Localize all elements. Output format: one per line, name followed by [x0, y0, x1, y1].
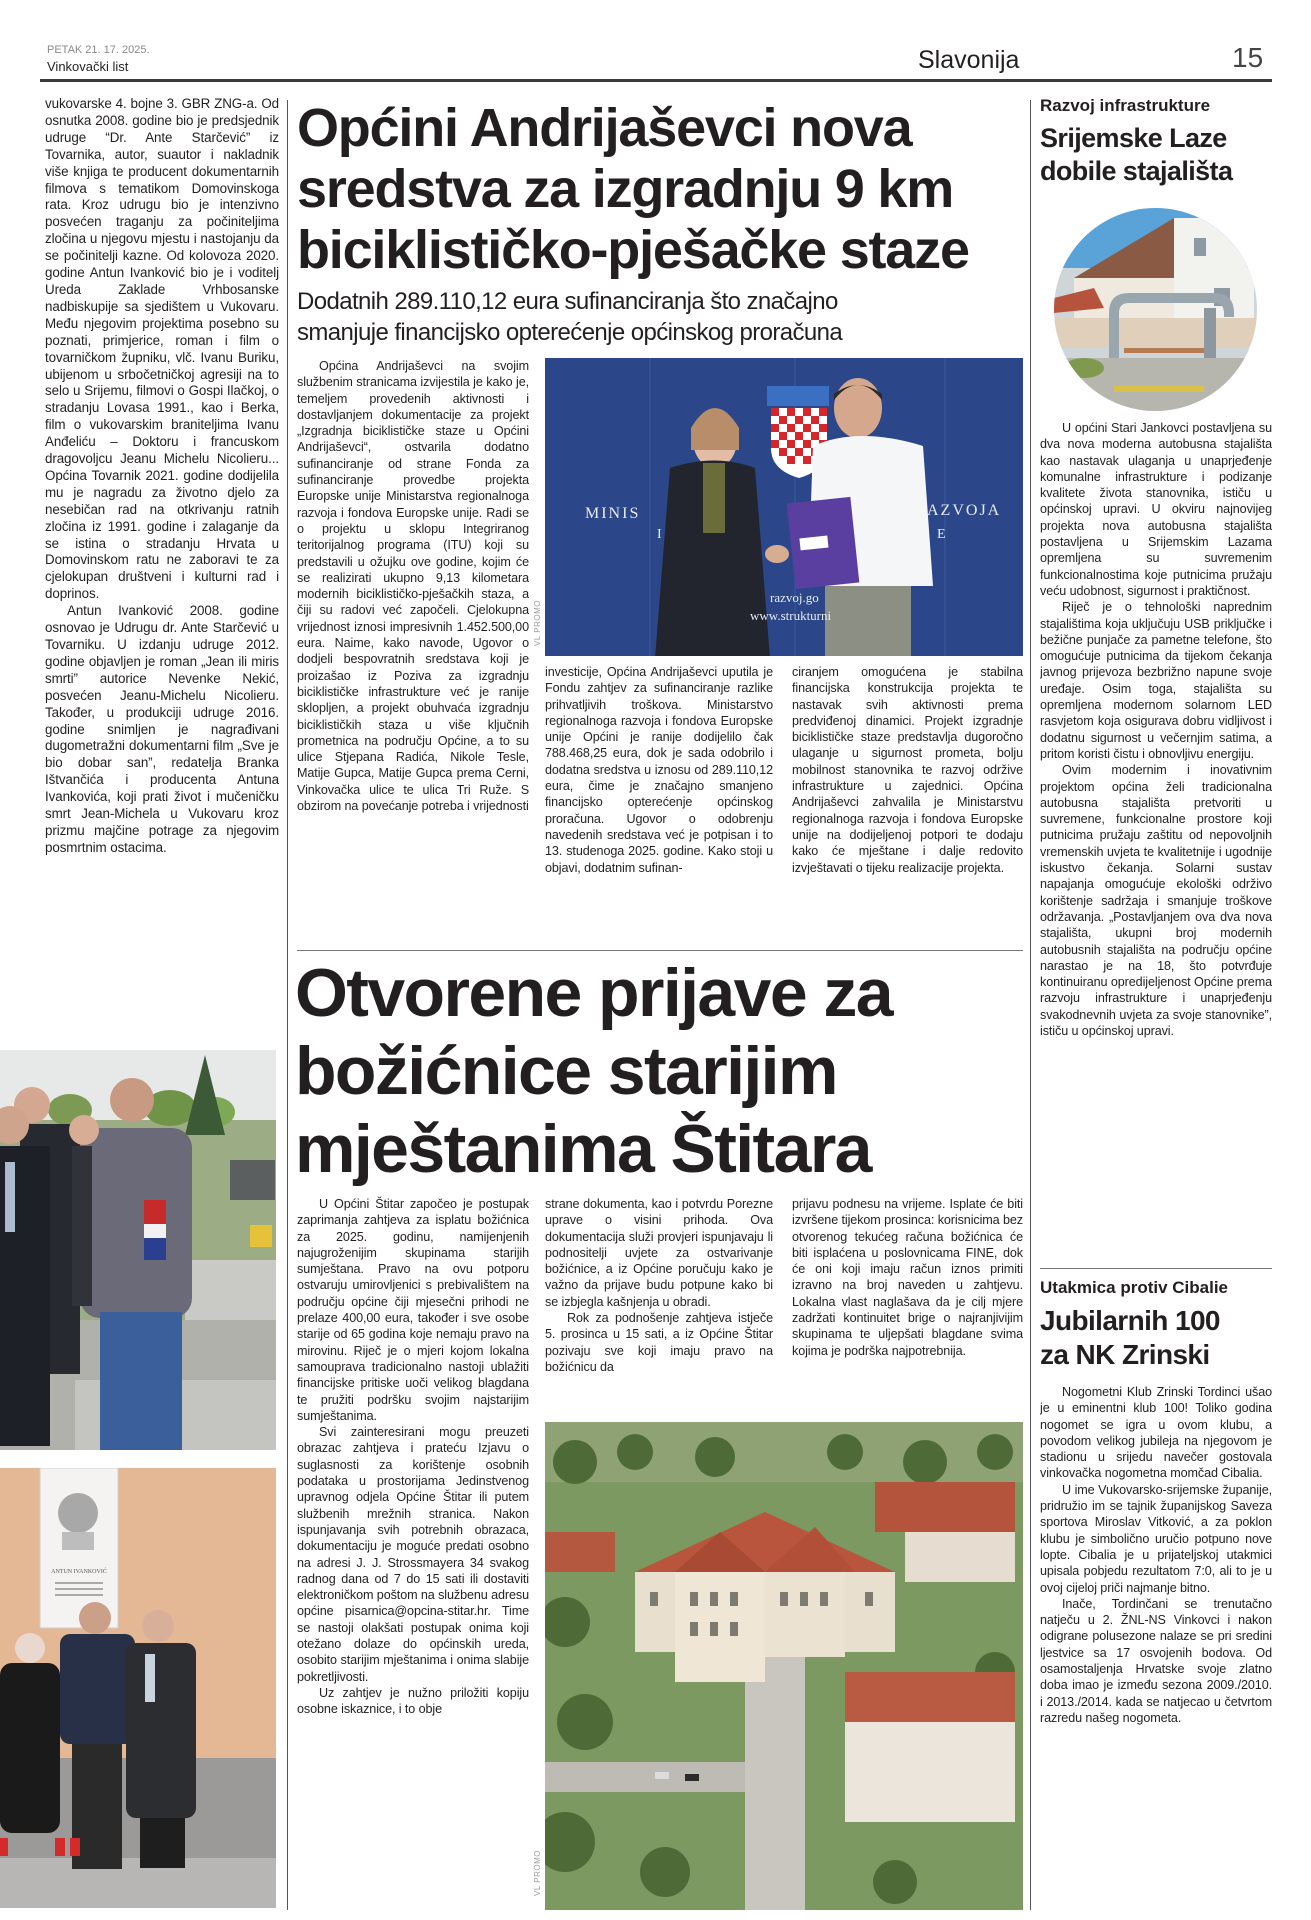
article1-photo-credit: VL PROMO	[533, 600, 542, 646]
paper-name: Vinkovački list	[47, 59, 129, 74]
article1-deck-line: Dodatnih 289.110,12 eura sufinanciranja što značajno	[297, 288, 838, 315]
article1-column-2	[545, 664, 773, 946]
sidebar1-body	[1040, 420, 1272, 1262]
article2-column-2	[545, 1196, 773, 1414]
sidebar1-title-line: Srijemske Laze	[1040, 123, 1227, 153]
sidebar1-paragraph: Riječ je o tehnološki naprednim stajalištima koja uključuju USB priključke i bežične punjače za pametne telefone, što omogućuje putnicima da tijekom čekanja javnog prijevoza bezbrižno napune svoje uređaje. Osim toga, stajališta su opremljena modernom solarnom LED rasvjetom koja osigurava dobru vidljivost i dodatnu sigurnost u večernjim satima, a pritom koristi čistu i obnovljivu energiju.	[1040, 600, 1272, 761]
article1-headline	[297, 98, 1025, 281]
article2-paragraph: prijavu podnesu na vrijeme. Isplate će biti izvršene tijekom prosinca: korisnicima bez otvorenog tekućeg računa božićnica će biti isplaćena u poslovnicama FINE, dok će oni koji imaju račun iznos primiti izravno na broj naveden u zahtjevu. Lokalna vlast naglašava da je cilj mjere zadržati kontinuitet brige o najranjivijim skupinama te uljepšati blagdane svima kojima je podrška najpotrebnija.	[792, 1197, 1023, 1358]
article2-aerial-photo	[545, 1422, 1023, 1910]
article1-deck	[297, 286, 1025, 348]
sidebar1-title	[1040, 122, 1305, 188]
sidebar-separator	[1040, 1268, 1272, 1269]
plaque-scene	[0, 1468, 276, 1908]
article1-paragraph: ciranjem omogućena je stabilna financijska konstrukcija projekta te nastavak svih aktivnosti prema predviđenoj dinamici. Projekt izgradnje biciklističke staze predstavlja dugoročno ulaganje u sigurnost prometa, bolju mobilnost stanovnika te razvoj održive infrastrukture u zajednici. Općina Andrijaševci zahvalila je Ministarstvu regionalnoga razvoja i fondova Europske unije na dodijeljenoj potpori te dodaju kako će mještane i dalje redovito izvještavati o tijeku realizacije projekta.	[792, 665, 1023, 875]
article1-deck-line: smanjuje financijsko opterećenje općinskog proračuna	[297, 319, 843, 346]
sidebar2-paragraph: U ime Vukovarsko-srijemske županije, pridružio im se tajnik županijskog Saveza sportova Miroslav Vitković, a za poklon klubu je simbolično uručio potpuno nove lopte. Cibalia je u prijateljskoj utakmici upisala pobjedu rezultatom 7:0, ali to je u ovoj cijeloj priči najmanje bitno.	[1040, 1482, 1272, 1595]
article2-headline-line: božićnice starijim	[295, 1033, 837, 1109]
sidebar1-title-line: dobile stajališta	[1040, 156, 1233, 186]
article2-headline	[295, 954, 1025, 1188]
sidebar1-paragraph: Ovim modernim i inovativnim projektom općina želi tradicionalna autobusna stajališta pretvoriti u suvremene, funkcionalne prostore koji putnicima pružaju zaštitu od nepovoljnih vremenskih uvjeta te kvalitetnije i ugodnije iskustvo čekanja. Solarni sustav napajanja omogućuje ekološki održivo korištenje sadržaja i smanjuje troškove održavanja. „Postavljanjem ova dva nova stajališta, ukupni broj modernih autobusnih stajališta na području općine narastao je na 18, što potvrđuje kontinuiranu opredijeljenost Općine prema razvoju infrastrukture i unaprjeđenju svakodnevnih uvjeta za svoje stanovnike”, ističu u općinskoj upravi.	[1040, 763, 1272, 1038]
header-rule	[40, 79, 1272, 82]
article-separator	[297, 950, 1023, 951]
issue-date: PETAK 21. 17. 2025.	[47, 44, 150, 56]
article1-paragraph: investicije, Općina Andrijaševci uputila je Fondu zahtjev za sufinanciranje razlike prihvatljivih troškova. Ministarstvo regionalnoga razvoja i fondova Europske unije Općini je ranije dodijelilo čak 788.468,25 eura, dok je sada odobrilo i dodatna sredstva u iznosu od 289.110,12 eura, čime je značajno smanjeno financijsko opterećenje općinskog proračuna. Ugovor o odobrenju navedenih sredstava već je potpisan i to 13. studenoga 2025. godine. Kako stoji u objavi, dodatnim sufinan-	[545, 665, 773, 875]
ministry-text-left: MINIS	[585, 505, 641, 522]
ministry-text-right: AZVOJA	[927, 502, 1002, 519]
article1-paragraph: Općina Andrijaševci na svojim službenim stranicama izvijestila je kako je, temeljem provedenih aktivnosti i dostavljanjem dokumentacije za projekt „Izgradnja biciklističke staze u Općini Andrijaševci“, ostvarila dodatno sufinanciranje od strane Fonda za sufinanciranje provedbe projekta Europske unije Ministarstva regionalnoga razvoja i fondova Europske unije. Radi se o projektu u sklopu Integriranog teritorijalnog programa (ITU) koji su predstavili u ožujku ove godine, kojim će se realizirati ukupno 9,13 kilometara modernih biciklističko-pješačkih staza, a čiji su radovi već započeli. Cjelokupna vrijednost iznosi impresivnih 1.452.500,00 eura. Naime, kako navode, Ugovor o dodjeli bespovratnih sredstava koji je proizašao iz Poziva za izgradnju biciklističke infrastrukture već je ranije sklopljen, a projekt obuhvaća izgradnju biciklističkih staza u više ključnih prometnica na području Općine, a to su ulice Stjepana Radića, Nikole Tesle, Matije Gupca, Matije Gupca prema Cerni, Vinkovačka ulice te ulica Tri Ruže. S obzirom na povećanje potreba i vrijednosti	[297, 359, 529, 814]
page-number: 15	[1232, 42, 1264, 73]
sidebar2-title	[1040, 1304, 1305, 1372]
article2-photo-credit: VL PROMO	[533, 1850, 542, 1896]
plaque-name: ANTUN IVANKOVIĆ	[51, 1569, 107, 1575]
article1-photo	[545, 358, 1023, 656]
column-divider-right	[1030, 100, 1031, 1910]
article1-column-3	[792, 664, 1023, 946]
left-column-text	[45, 96, 279, 1042]
cemetery-photo	[0, 1050, 276, 1450]
bus-stop-scene	[1054, 208, 1257, 411]
article2-paragraph: Uz zahtjev je nužno priložiti kopiju osobne iskaznice, i to obje	[297, 1685, 529, 1717]
bus-stop-photo	[1054, 208, 1257, 411]
article2-paragraph: Svi zainteresirani mogu preuzeti obrazac zahtjeva i prateću Izjavu o suglasnosti za korištenje osobnih podataka u prostorijama Jedinstvenog upravnog odjela Općine Štitar ili putem službenih mrežnih stranica. Nakon ispunjavanja svih potrebnih obrazaca, dokumentaciju je moguće predati osobno na adresi J. J. Strossmayera 34 svakog radnog dana od 7 do 15 sati ili dostaviti elektroničkom poštom na službenu adresu općine pisarnica@opcina-stitar.hr. Time se nastoji olakšati postupak onima koji otežano dolaze do općinskih ureda, osobito starijim mještanima i onima slabije pokretljivosti.	[297, 1425, 529, 1684]
sidebar1-paragraph: U općini Stari Jankovci postavljena su dva nova moderna autobusna stajališta kao nastavak ulaganja u unaprjeđenje komunalne infrastrukture i podizanje kvalitete života stanovnika, ističu u općinskoj upravi. U okviru najnovijeg projekta nova autobusna stajališta postavljena u Srijemskim Lazama opremljena su suvremenim funkcionalnostima koje putnicima pružaju veću udobnost, sigurnost i praktičnost.	[1040, 421, 1272, 598]
ministry-scene	[545, 358, 1023, 656]
article1-headline-line: sredstva za izgradnju 9 km	[297, 159, 954, 219]
sidebar2-paragraph: Nogometni Klub Zrinski Tordinci ušao je u eminentni klub 100! Toliko godina nogomet se igra u ovom klubu, a povodom velikog jubileja na njegovom je stadionu u srijedu navečer gostovala vinkovačka nogometna momčad Cibalia.	[1040, 1385, 1272, 1481]
plaque-photo	[0, 1468, 276, 1908]
article1-headline-line: biciklističko-pješačke staze	[297, 220, 969, 280]
left-paragraph: vukovarske 4. bojne 3. GBR ZNG-a. Od osnutka 2008. godine bio je predsjednik udruge “Dr. Ante Starčević” iz Tovarnika, autor, suautor i nakladnik više knjiga te producent dokumentarnih filmova s tematikom Domovinskoga rata. Kroz udrugu bio je intenzivno posvećen traganju za počiniteljima zločina u njegovu mjestu i nastojanju da se počinitelji kazne. Od kolovoza 2020. godine Antun Ivanković bio je i voditelj Ureda Zaklade Vrhbosanske nadbiskupije sa sjedištem u Vukovaru. Među njegovim projektima posebno su poznati, primjerice, roman i film o tovarničkom župniku, vlč. Ivanu Buriku, ubijenom u srbočetničkoj agresiji na to selo u Srijemu, filmovi o Gospi Ilačkoj, o stradanju Lovasa 1991., kao i Berka, film o vukovarskim braniteljima Ivanu Anđeliću – Doktoru i francuskom dragovoljcu Jeanu Michelu Nicolieru... Općina Tovarnik 2021. godine dodijelila mu je nagradu za životno djelo za nesebičan rad na otkrivanju ratnih zločina iz 1991. godine i zalaganje da se istina o stradanju Hrvata u Domovinskom ratu ne zaboravi te za cjelokupan društveni i kulturni rad i doprinos.	[45, 96, 279, 602]
article2-paragraph: U Općini Štitar započeo je postupak zaprimanja zahtjeva za isplatu božićnica za 2025. godinu, namijenjenih najugroženijim skupinama starijih sumještana. Pravo na ovu potporu ostvaruju umirovljenici s prebivalištem na području općine čiji mjesečni prihodi ne prelaze 400,00 eura, također i sve osobe starije od 65 godina koje nemaju pravo na mirovinu. Riječ je o mjeri kojom lokalna samouprava tradicionalno nastoji ublažiti financijske pritiske uoči velikog blagdana te pružiti podršku svojim najstarijim sumještanima.	[297, 1197, 529, 1423]
sidebar2-kicker: Utakmica protiv Cibalie	[1040, 1278, 1229, 1297]
sidebar1-kicker: Razvoj infrastrukture	[1040, 96, 1211, 115]
section-title: Slavonija	[918, 46, 1020, 74]
sidebar2-paragraph: Inače, Tordinčani se trenutačno natječu u 2. ŽNL-NS Vinkovci i nakon odigrane polusezone nalaze se pri sredini ljestvice sa 17 osvojenih bodova. Od osamostaljenja Hrvatske svoje zlatno doba imao je između sezona 2009./2010. i 2013./2014. kada se natjecao u četvrtom razredu našeg nogometa.	[1040, 1596, 1272, 1725]
sidebar2-title-line: za NK Zrinski	[1040, 1339, 1210, 1370]
sidebar2-body	[1040, 1384, 1272, 1910]
article2-column-1	[297, 1196, 529, 1910]
ministry-url-2: www.strukturni	[750, 608, 832, 623]
sidebar2-title-line: Jubilarnih 100	[1040, 1305, 1220, 1336]
article1-column-1	[297, 358, 529, 946]
ministry-url-1: razvoj.go	[770, 590, 819, 605]
left-paragraph: Antun Ivanković 2008. godine osnovao je Udrugu dr. Ante Starčević u Tovarniku. U izdanju udruge 2012. godine objavljen je roman „Jean ili miris smrti” autorice Nevenke Nekić, posvećen Jeanu-Michelu Nicolieru. Također, u produkciji udruge 2016. godine snimljen je nagrađivani dugometražni dokumentarni film „Sve je bio dobar san”, redatelja Branka Ištvančića i producenta Antuna Ivankovića, koji prati život i mučeničku smrt Jean-Michela u Vukovaru kroz prizmu majčine potrage za njegovim posmrtnim ostacima.	[45, 603, 279, 855]
cemetery-scene	[0, 1050, 276, 1450]
article2-headline-line: Otvorene prijave za	[295, 955, 892, 1031]
ministry-text-line2-left: I	[657, 527, 662, 542]
article1-headline-line: Općini Andrijaševci nova	[297, 98, 912, 158]
article2-headline-line: mještanima Štitara	[295, 1111, 871, 1187]
article2-column-3	[792, 1196, 1023, 1414]
column-divider-left	[287, 100, 288, 1910]
article2-paragraph: strane dokumenta, kao i potvrdu Porezne uprave o visini prihoda. Ova dokumentacija služi provjeri ispunjavaju li podnositelji uvjete za ostvarivanje božićnice, a iz Općine poručuju kako je važno da prijave budu potpune kako bi se izbjegla kašnjenja u obradi.	[545, 1197, 773, 1309]
ministry-text-line2-right: E	[937, 527, 946, 542]
aerial-scene	[545, 1422, 1023, 1910]
article2-paragraph: Rok za podnošenje zahtjeva istječe 5. prosinca u 15 sati, a iz Općine Štitar pozivaju sve koji imaju pravo na božićnicu da	[545, 1311, 773, 1374]
